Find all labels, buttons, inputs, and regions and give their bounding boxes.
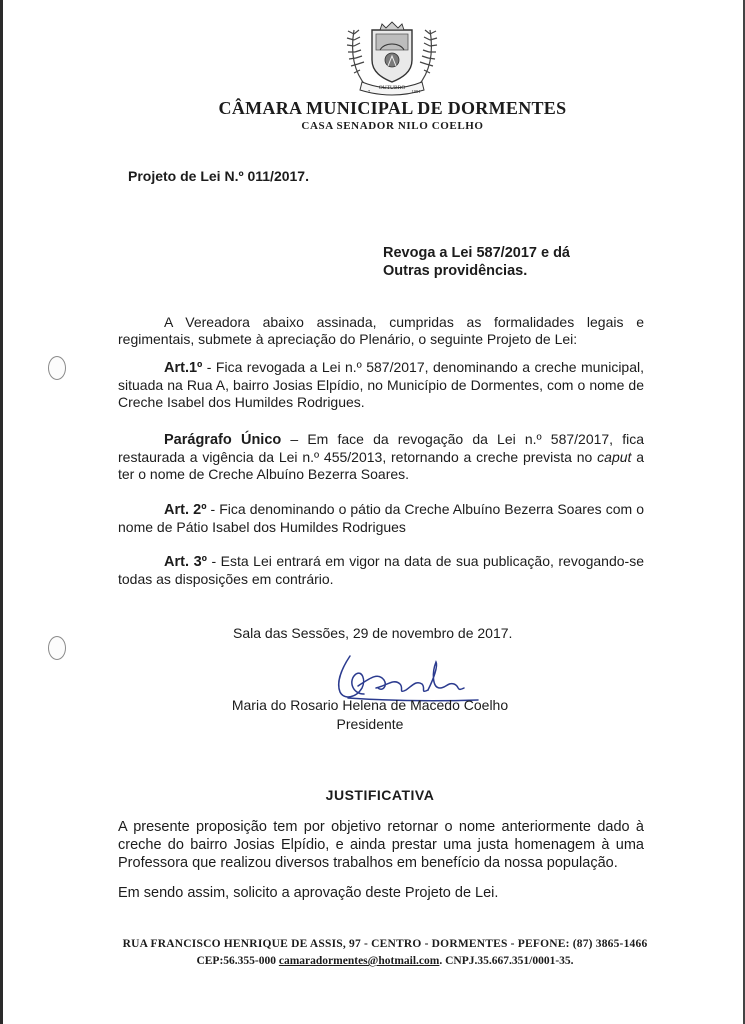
punch-hole-top: [48, 356, 66, 380]
footer-cnpj: . CNPJ.35.667.351/0001-35.: [439, 955, 574, 967]
svg-text:OUTUBRO: OUTUBRO: [378, 85, 406, 91]
bill-summary-line2: Outras providências.: [383, 263, 528, 279]
sole-paragraph-label: Parágrafo Único: [164, 432, 282, 448]
article-1-label: Art.1º: [164, 360, 203, 376]
article-2-text: - Fica denominando o pátio da Creche Albuíno Bezerra Soares com o nome de Pátio Isabel dos Humildes Rodrigues: [118, 501, 644, 535]
article-3-label: Art. 3º: [164, 554, 207, 570]
closing-request: Em sendo assim, solicito a aprovação deste Projeto de Lei.: [118, 885, 499, 901]
intro-paragraph: A Vereadora abaixo assinada, cumpridas as formalidades legais e regimentais, submete à apreciação do Plenário, o seguinte Projeto de Lei:: [118, 314, 644, 347]
justification-title: JUSTIFICATIVA: [325, 787, 435, 803]
punch-hole-bottom: [48, 636, 66, 660]
article-2: [118, 501, 644, 536]
article-2-label: Art. 2º: [164, 502, 207, 518]
article-1: [118, 359, 644, 411]
article-3-text: - Esta Lei entrará em vigor na data de sua publicação, revogando-se todas as disposições em contrário.: [118, 553, 644, 587]
article-3: [118, 553, 644, 588]
svg-text:7: 7: [367, 89, 371, 94]
org-subtitle: CASA SENADOR NILO COELHO: [301, 120, 484, 132]
footer-contact: [80, 955, 690, 967]
justification-paragraph: A presente proposição tem por objetivo retornar o nome anteriormente dado à creche do bairro Josias Elpídio, e ainda prestar uma justa homenagem à uma Professora que realizou diversos trabalhos em benefício da nossa população.: [118, 819, 644, 871]
footer-cep: CEP:56.355-000: [196, 955, 279, 967]
bill-summary: [383, 244, 643, 280]
session-date: Sala das Sessões, 29 de novembro de 2017.: [233, 625, 513, 641]
org-name: CÂMARA MUNICIPAL DE DORMENTES: [218, 98, 567, 118]
sole-paragraph-text-b: a ter o nome de Creche Albuíno Bezerra Soares.: [118, 449, 644, 482]
signer-name: Maria do Rosario Helena de Macedo Coelho: [231, 697, 509, 713]
article-1-text: - Fica revogada a Lei n.º 587/2017, denominando a creche municipal, situada na Rua A, bairro Josias Elpídio, no Município de Dormentes, com o nome de Creche Isabel dos Humildes Rodrigues.: [118, 359, 644, 410]
sole-paragraph: [118, 431, 644, 483]
bill-summary-line1: Revoga a Lei 587/2017 e dá: [383, 245, 570, 261]
municipal-crest-icon: [336, 20, 448, 98]
signer-role: Presidente: [336, 716, 404, 732]
svg-text:1991: 1991: [411, 89, 421, 94]
bill-number: Projeto de Lei N.º 011/2017.: [128, 168, 309, 184]
sole-paragraph-italic: caput: [597, 449, 632, 465]
footer-email-link[interactable]: camaradormentes@hotmail.com: [278, 955, 440, 967]
footer-address: RUA FRANCISCO HENRIQUE DE ASSIS, 97 - CENTRO - DORMENTES - PEFONE: (87) 3865-1466: [122, 938, 648, 950]
scan-edge-left: [0, 0, 3, 1024]
sole-paragraph-text-a: – Em face da revogação da Lei n.º 587/2017, fica restaurada a vigência da Lei n.º 455/2013, retornando a creche prevista no: [118, 431, 645, 465]
